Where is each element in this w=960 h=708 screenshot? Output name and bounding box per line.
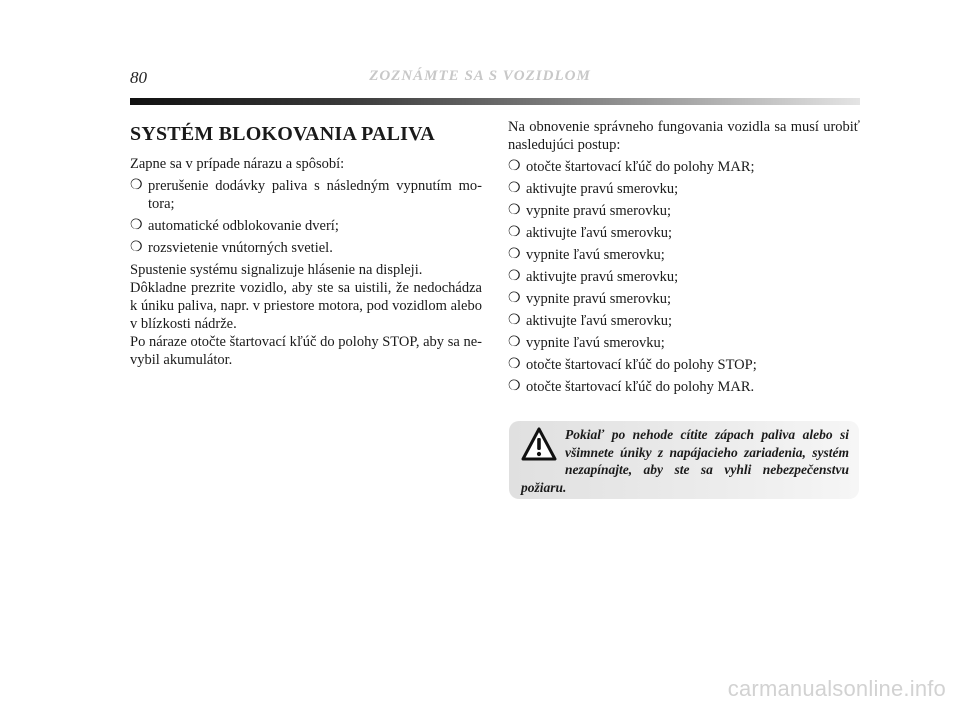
list-item <box>508 378 860 396</box>
paragraph: Dôkladne prezrite vozidlo, aby ste sa uistili, že nedochádza k úniku paliva, napr. v priestore motora, pod vozidlom alebo v blízkosti nádrže. <box>130 280 482 332</box>
bullet-icon: ❍ <box>508 181 521 196</box>
list-item <box>508 268 860 286</box>
bullet-icon: ❍ <box>508 357 521 372</box>
list-item <box>508 312 860 330</box>
intro-text: Zapne sa v prípade nárazu a spôsobí: <box>130 156 345 172</box>
bullet-icon: ❍ <box>508 225 521 240</box>
list-item-text: prerušenie dodávky paliva s následným vypnutím mo-tora; <box>148 178 482 212</box>
right-column <box>508 118 860 400</box>
bullet-icon: ❍ <box>130 218 143 233</box>
list-item <box>130 177 482 213</box>
list-item-text: vypnite ľavú smerovku; <box>526 335 665 351</box>
list-item-text: vypnite pravú smerovku; <box>526 203 671 219</box>
list-item-text: aktivujte pravú smerovku; <box>526 181 679 197</box>
list-item <box>508 290 860 308</box>
bullet-icon: ❍ <box>508 291 521 306</box>
list-item <box>508 180 860 198</box>
bullet-icon: ❍ <box>508 335 521 350</box>
bullet-icon: ❍ <box>508 159 521 174</box>
warning-message: Pokiaľ po nehode cítite zápach paliva alebo si všimnete úniky z napájacieho zariadenia, systém nezapínajte, aby ste sa vyhli nebezpečenstvu požiaru. <box>521 427 849 495</box>
body-paragraphs <box>130 261 482 369</box>
list-item-text: vypnite pravú smerovku; <box>526 291 671 307</box>
watermark: carmanualsonline.info <box>727 676 946 701</box>
warning-box <box>509 421 859 499</box>
list-item <box>130 239 482 257</box>
list-item-text: rozsvietenie vnútorných svetiel. <box>148 240 333 256</box>
bullet-icon: ❍ <box>508 247 521 262</box>
bullet-icon: ❍ <box>508 203 521 218</box>
header-rule <box>130 98 860 105</box>
running-head: ZOZNÁMTE SA S VOZIDLOM <box>369 68 591 84</box>
bullet-icon: ❍ <box>508 313 521 328</box>
list-item <box>508 246 860 264</box>
list-item <box>508 202 860 220</box>
list-item <box>130 217 482 235</box>
list-item <box>508 334 860 352</box>
list-item-text: aktivujte ľavú smerovku; <box>526 225 673 241</box>
left-column <box>130 118 482 369</box>
list-item <box>508 356 860 374</box>
list-item-text: otočte štartovací kľúč do polohy MAR; <box>526 159 755 175</box>
paragraph: Spustenie systému signalizuje hlásenie na displeji. <box>130 262 423 278</box>
bullet-icon: ❍ <box>130 178 143 193</box>
list-item-text: aktivujte ľavú smerovku; <box>526 313 673 329</box>
bullet-icon: ❍ <box>508 269 521 284</box>
list-item-text: otočte štartovací kľúč do polohy MAR. <box>526 379 755 395</box>
list-item-text: aktivujte pravú smerovku; <box>526 269 679 285</box>
warning-text <box>521 426 849 496</box>
effects-list <box>130 177 482 257</box>
list-item-text: vypnite ľavú smerovku; <box>526 247 665 263</box>
bullet-icon: ❍ <box>508 379 521 394</box>
list-item-text: otočte štartovací kľúč do polohy STOP; <box>526 357 757 373</box>
bullet-icon: ❍ <box>130 240 143 255</box>
page-number: 80 <box>130 68 147 87</box>
list-item <box>508 224 860 242</box>
paragraph: Po náraze otočte štartovací kľúč do polohy STOP, aby sa ne-vybil akumulátor. <box>130 334 482 368</box>
section-heading: SYSTÉM BLOKOVANIA PALIVA <box>130 123 435 145</box>
list-item-text: automatické odblokovanie dverí; <box>148 218 339 234</box>
procedure-intro: Na obnovenie správneho fungovania vozidla sa musí urobiť nasledujúci postup: <box>508 119 860 153</box>
list-item <box>508 158 860 176</box>
procedure-steps <box>508 158 860 396</box>
